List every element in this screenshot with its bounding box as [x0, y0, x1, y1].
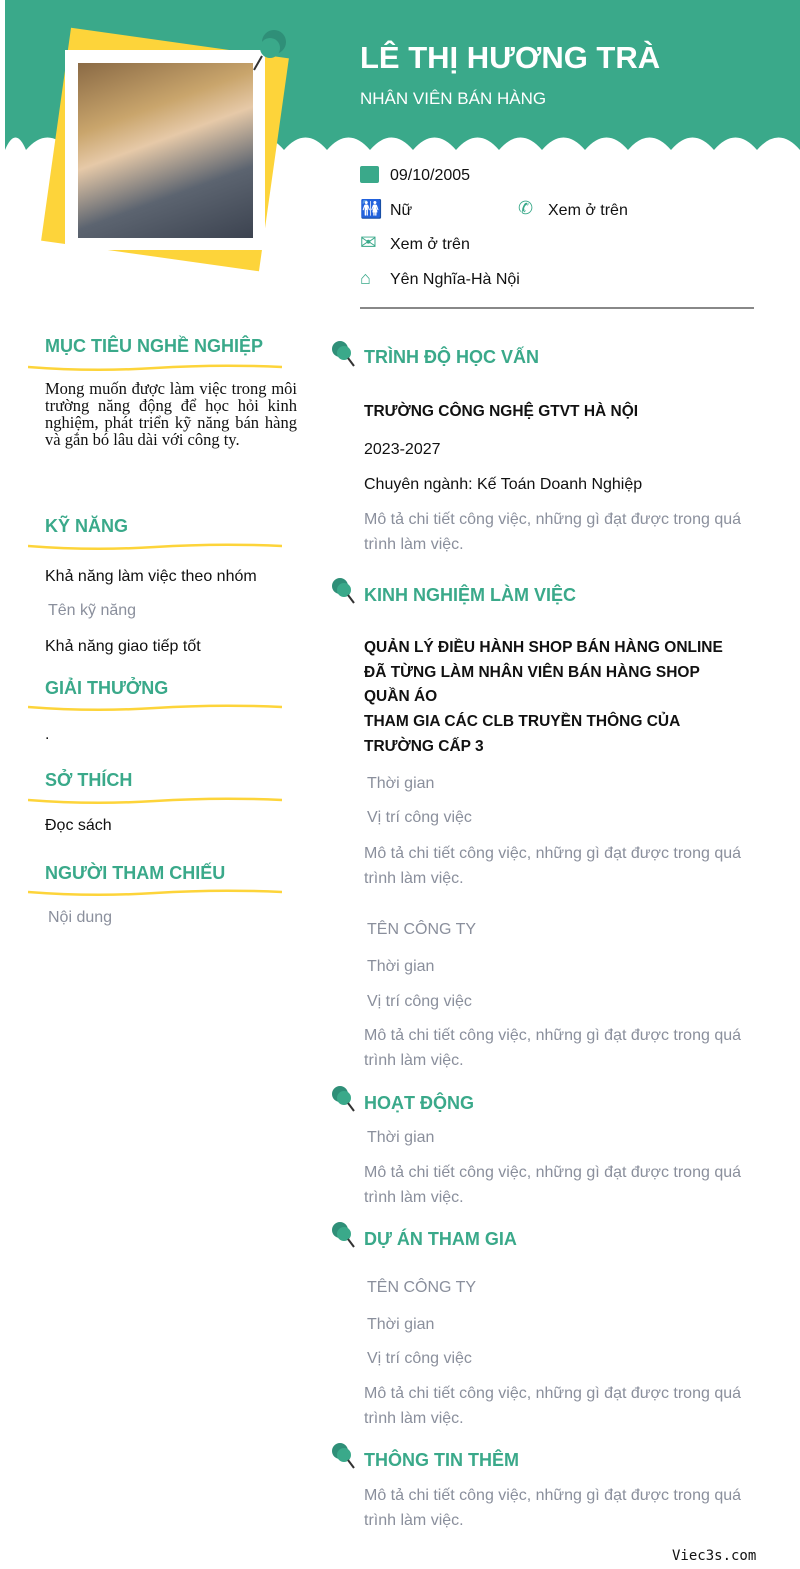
extra-desc: Mô tả chi tiết công việc, những gì đạt được trong quá trình làm việc.	[364, 1487, 742, 1529]
home-icon: ⌂	[360, 268, 371, 288]
experience-company-line: QUẢN LÝ ĐIỀU HÀNH SHOP BÁN HÀNG ONLINE	[364, 639, 723, 656]
experience-company-line: TRƯỜNG CẤP 3	[364, 738, 484, 755]
candidate-name: LÊ THỊ HƯƠNG TRÀ	[360, 40, 661, 75]
experience-company: TÊN CÔNG TY	[367, 921, 477, 938]
phone: Xem ở trên	[548, 202, 628, 219]
objective-title: MỤC TIÊU NGHỀ NGHIỆP	[45, 336, 264, 356]
experience-title: KINH NGHIỆM LÀM VIỆC	[364, 585, 577, 605]
address: Yên Nghĩa-Hà Nội	[390, 271, 520, 288]
skill-item: Khả năng giao tiếp tốt	[45, 638, 201, 655]
projects-company: TÊN CÔNG TY	[367, 1279, 477, 1296]
objective-text: Mong muốn được làm việc trong môi trường năng động để học hỏi kinh nghiệm, phát triển kỹ năng bán hàng và gắn bó lâu dài với công ty.	[45, 379, 297, 449]
phone-icon: ✆	[518, 198, 534, 218]
skill-item: Khả năng làm việc theo nhóm	[45, 568, 257, 585]
pushpin-icon	[330, 1221, 356, 1249]
calendar-icon	[360, 166, 379, 183]
hobbies-text: Đọc sách	[45, 817, 112, 834]
hobbies-title: SỞ THÍCH	[45, 770, 133, 790]
projects-title: DỰ ÁN THAM GIA	[364, 1229, 517, 1249]
awards-text: .	[45, 726, 50, 743]
skill-item: Tên kỹ năng	[48, 602, 137, 619]
experience-desc: Mô tả chi tiết công việc, những gì đạt được trong quá trình làm việc.	[364, 845, 742, 887]
candidate-position: NHÂN VIÊN BÁN HÀNG	[360, 89, 547, 108]
awards-title: GIẢI THƯỞNG	[45, 678, 169, 698]
gender: Nữ	[390, 202, 413, 219]
experience-company-line: THAM GIA CÁC CLB TRUYỀN THÔNG CỦA	[364, 713, 681, 730]
pushpin-icon	[250, 26, 290, 72]
projects-time: Thời gian	[367, 1316, 435, 1333]
avatar	[78, 63, 253, 238]
activities-desc: Mô tả chi tiết công việc, những gì đạt được trong quá trình làm việc.	[364, 1164, 742, 1206]
experience-desc: Mô tả chi tiết công việc, những gì đạt được trong quá trình làm việc.	[364, 1027, 742, 1069]
extra-title: THÔNG TIN THÊM	[364, 1450, 519, 1470]
skills-title: KỸ NĂNG	[45, 516, 129, 536]
experience-company-line: ĐÃ TỪNG LÀM NHÂN VIÊN BÁN HÀNG SHOP	[364, 664, 700, 681]
divider	[360, 307, 754, 309]
education-major: Chuyên ngành: Kế Toán Doanh Nghiệp	[364, 476, 643, 493]
education-desc: Mô tả chi tiết công việc, những gì đạt được trong quá trình làm việc.	[364, 511, 742, 553]
projects-desc: Mô tả chi tiết công việc, những gì đạt được trong quá trình làm việc.	[364, 1385, 742, 1427]
experience-role: Vị trí công việc	[367, 993, 472, 1010]
experience-time: Thời gian	[367, 775, 435, 792]
education-time: 2023-2027	[364, 441, 441, 458]
references-title: NGƯỜI THAM CHIẾU	[45, 863, 226, 883]
watermark: Viec3s.com	[672, 1548, 757, 1564]
wavy-underline	[28, 797, 282, 805]
email-icon: ✉	[360, 232, 377, 254]
education-title: TRÌNH ĐỘ HỌC VẤN	[364, 347, 539, 367]
experience-time: Thời gian	[367, 958, 435, 975]
birthday: 09/10/2005	[390, 167, 471, 184]
wavy-underline	[28, 543, 282, 551]
projects-role: Vị trí công việc	[367, 1350, 472, 1367]
email: Xem ở trên	[390, 236, 470, 253]
wavy-underline	[28, 889, 282, 897]
experience-role: Vị trí công việc	[367, 809, 472, 826]
wavy-underline	[28, 364, 282, 372]
experience-company-line: QUẦN ÁO	[364, 688, 438, 705]
pushpin-icon	[330, 577, 356, 605]
activities-time: Thời gian	[367, 1129, 435, 1146]
gender-icon: 🚻	[360, 199, 383, 219]
activities-title: HOẠT ĐỘNG	[364, 1093, 474, 1113]
wavy-underline	[28, 704, 282, 712]
pushpin-icon	[330, 340, 356, 368]
pushpin-icon	[330, 1442, 356, 1470]
references-text: Nội dung	[48, 909, 113, 926]
pushpin-icon	[330, 1085, 356, 1113]
education-school: TRƯỜNG CÔNG NGHỆ GTVT HÀ NỘI	[364, 403, 639, 420]
